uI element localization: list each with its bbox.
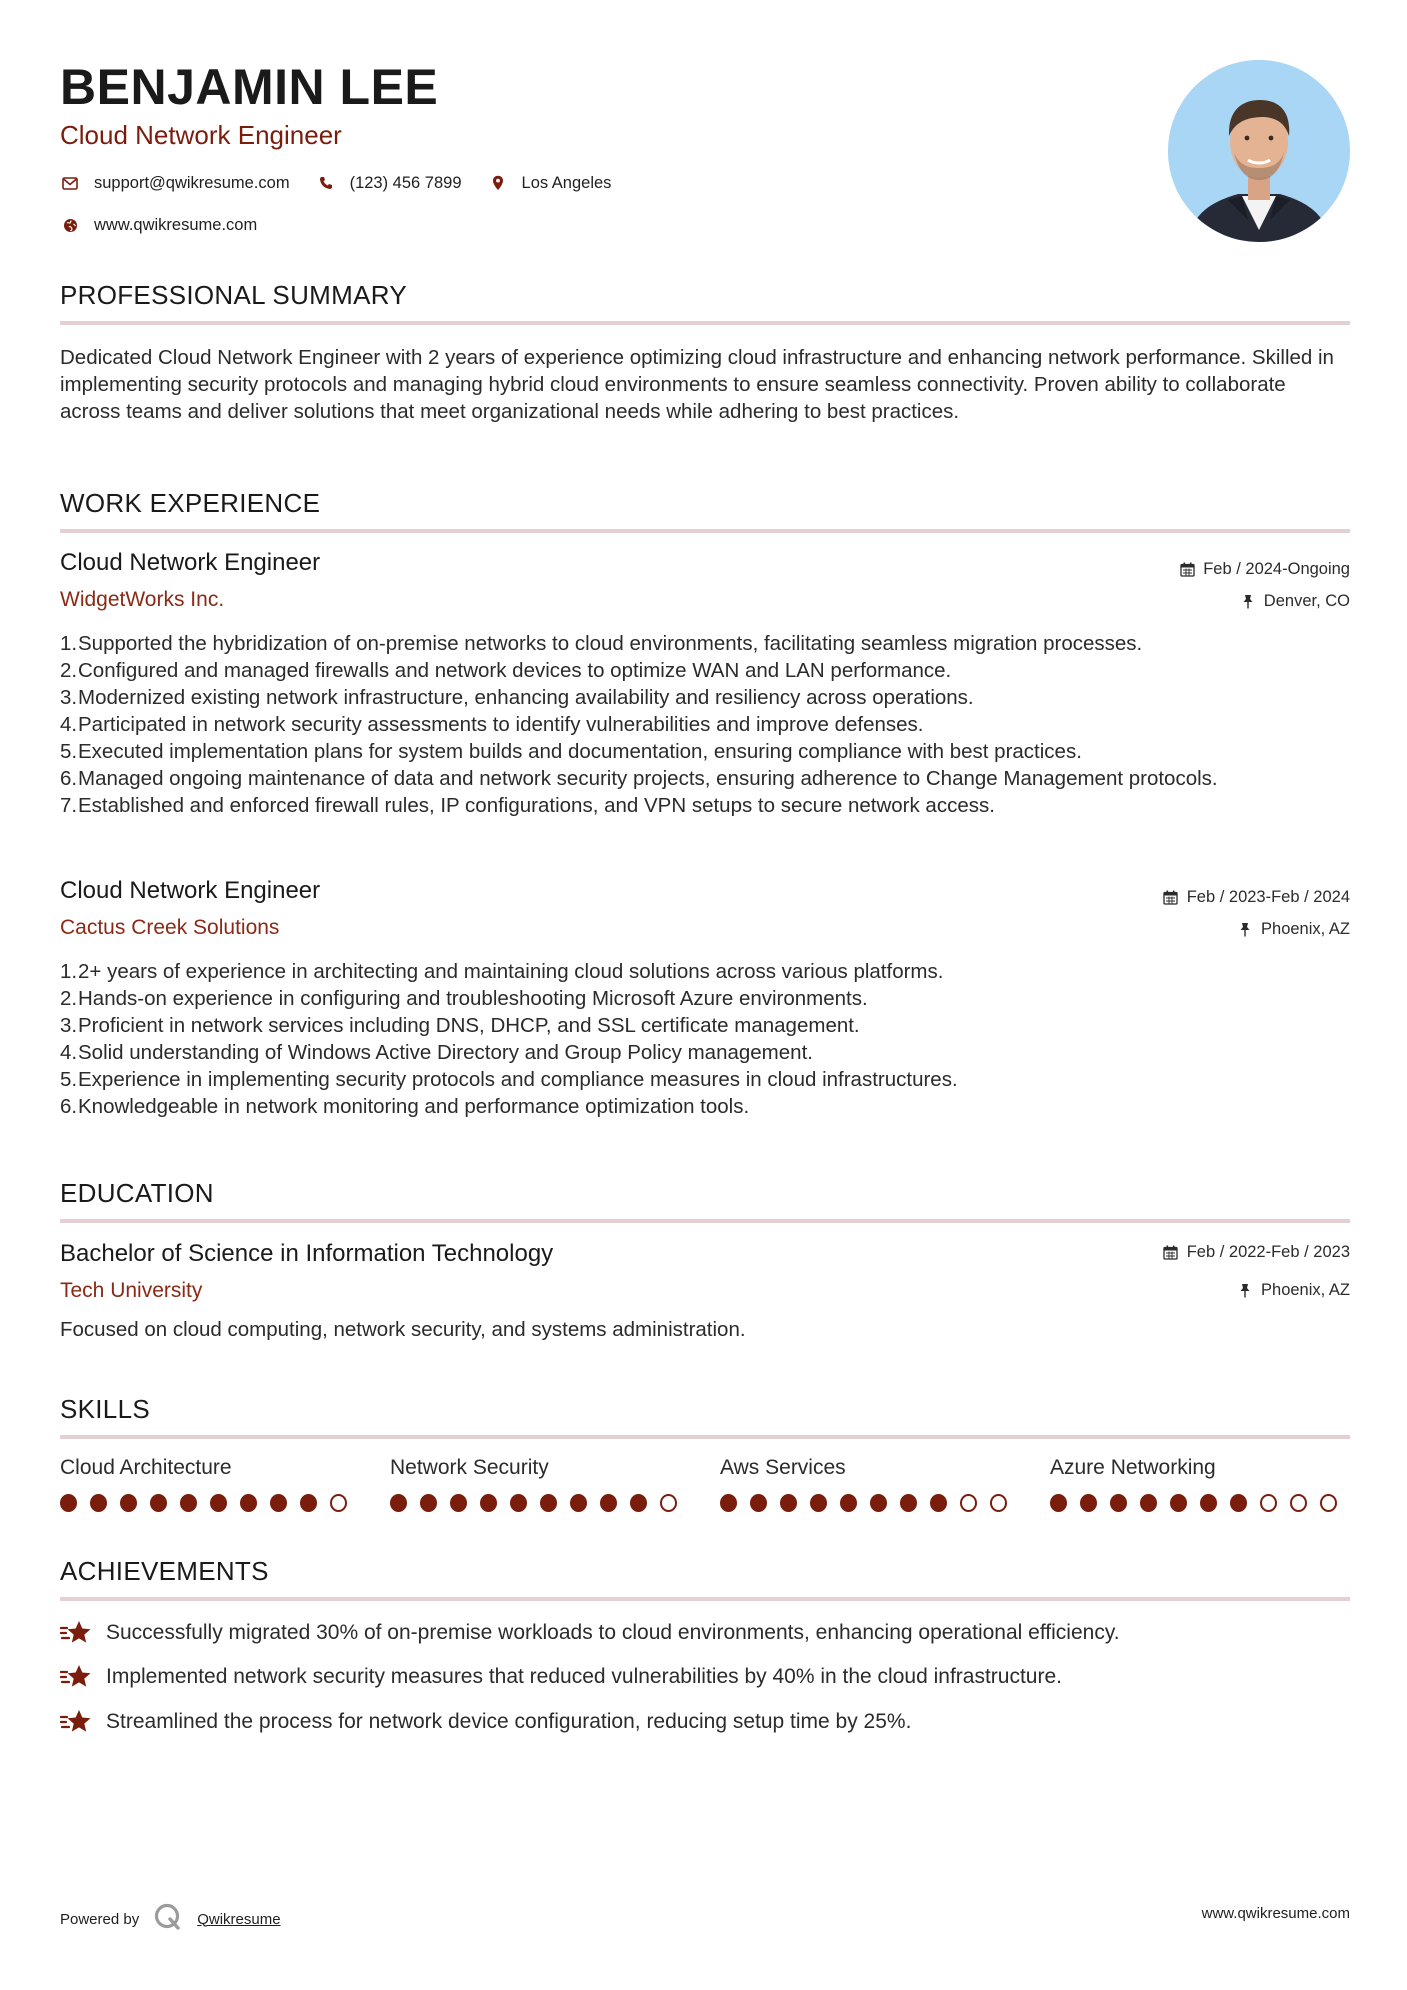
contact-phone[interactable] — [316, 173, 462, 193]
rating-dot-empty — [660, 1494, 677, 1512]
skill-item — [720, 1456, 1020, 1512]
candidate-role: Cloud Network Engineer — [60, 120, 342, 150]
rating-dot-filled — [150, 1494, 167, 1512]
rating-dot-filled — [750, 1494, 767, 1512]
list-item: 6. Knowledgeable in network monitoring and performance optimization tools. — [60, 1095, 750, 1118]
job-title: Cloud Network Engineer — [60, 877, 321, 904]
rating-dot-filled — [270, 1494, 287, 1512]
rating-dot-filled — [210, 1494, 227, 1512]
education-dates-text: Feb / 2022-Feb / 2023 — [1186, 1243, 1350, 1261]
rating-dot-filled — [60, 1494, 77, 1512]
skill-item — [1050, 1456, 1350, 1512]
section-divider — [60, 529, 1350, 533]
rating-dot-empty — [960, 1494, 977, 1512]
section-divider — [60, 1219, 1350, 1223]
rating-dot-empty — [330, 1494, 347, 1512]
job-dates — [1163, 888, 1350, 907]
rating-dot-filled — [870, 1494, 887, 1512]
rating-dot-filled — [840, 1494, 857, 1512]
list-item: 3. Modernized existing network infrastructure, enhancing availability and resiliency across operations. — [60, 686, 974, 709]
education-location — [1237, 1281, 1350, 1300]
summary-title: PROFESSIONAL SUMMARY — [60, 280, 407, 310]
rating-dot-filled — [720, 1494, 737, 1512]
summary-text: Dedicated Cloud Network Engineer with 2 years of experience optimizing cloud infrastructure and enhancing network performance. Skilled in implementing security protocols and managing hybrid cloud environments to ensure seamless connectivity. Proven ability to collaborate across teams and deliver solutions that meet organizational needs while adhering to best practices. — [60, 346, 1334, 423]
achievement-item — [60, 1663, 1062, 1691]
section-divider — [60, 321, 1350, 325]
rating-dot-empty — [1290, 1494, 1307, 1512]
skill-rating — [390, 1494, 690, 1512]
list-item: 4. Solid understanding of Windows Active Directory and Group Policy management. — [60, 1041, 813, 1064]
job-company: WidgetWorks Inc. — [60, 588, 225, 611]
education-location-text: Phoenix, AZ — [1261, 1281, 1350, 1299]
contact-location — [488, 173, 612, 193]
rating-dot-filled — [480, 1494, 497, 1512]
list-item: 7. Established and enforced firewall rules, IP configurations, and VPN setups to secure network access. — [60, 794, 995, 817]
website-text: www.qwikresume.com — [94, 215, 258, 234]
globe-icon — [60, 215, 80, 235]
rating-dot-filled — [780, 1494, 797, 1512]
rating-dot-filled — [630, 1494, 647, 1512]
rating-dot-filled — [420, 1494, 437, 1512]
job-responsibilities — [60, 958, 1350, 1120]
contact-row — [60, 173, 637, 193]
candidate-name: BENJAMIN LEE — [60, 59, 439, 115]
list-item: 6. Managed ongoing maintenance of data and network security projects, ensuring adherence to Change Management protocols. — [60, 767, 1218, 790]
list-item: 2. Hands-on experience in configuring and troubleshooting Microsoft Azure environments. — [60, 987, 868, 1010]
rating-dot-filled — [450, 1494, 467, 1512]
pushpin-icon — [1237, 1283, 1253, 1299]
list-item: 5. Executed implementation plans for system builds and documentation, ensuring compliance with best practices. — [60, 740, 1082, 763]
list-item: 1. Supported the hybridization of on-premise networks to cloud environments, facilitating seamless migration processes. — [60, 632, 1143, 655]
contact-row-website — [60, 215, 283, 235]
rating-dot-filled — [120, 1494, 137, 1512]
skills-title: SKILLS — [60, 1394, 150, 1424]
skill-rating — [720, 1494, 1020, 1512]
job-location — [1240, 592, 1350, 611]
education-description: Focused on cloud computing, network security, and systems administration. — [60, 1318, 746, 1341]
job-dates-text: Feb / 2024-Ongoing — [1203, 560, 1350, 578]
pushpin-icon — [1240, 594, 1256, 610]
rating-dot-filled — [540, 1494, 557, 1512]
map-pin-icon — [488, 173, 508, 193]
job-company: Cactus Creek Solutions — [60, 916, 280, 939]
rating-dot-empty — [990, 1494, 1007, 1512]
experience-title: WORK EXPERIENCE — [60, 488, 321, 518]
skill-rating — [1050, 1494, 1350, 1512]
rating-dot-filled — [90, 1494, 107, 1512]
degree-title: Bachelor of Science in Information Technology — [60, 1240, 554, 1267]
phone-icon — [316, 173, 336, 193]
rating-dot-filled — [1170, 1494, 1187, 1512]
rating-dot-empty — [1260, 1494, 1277, 1512]
list-item: 2. Configured and managed firewalls and network devices to optimize WAN and LAN performance. — [60, 659, 952, 682]
rating-dot-filled — [1230, 1494, 1247, 1512]
star-icon — [60, 1619, 92, 1647]
rating-dot-filled — [930, 1494, 947, 1512]
job-title: Cloud Network Engineer — [60, 549, 321, 576]
email-text: support@qwikresume.com — [94, 173, 290, 192]
calendar-icon — [1163, 1245, 1179, 1261]
job-location — [1237, 920, 1350, 939]
rating-dot-filled — [1200, 1494, 1217, 1512]
star-icon — [60, 1663, 92, 1691]
rating-dot-filled — [1080, 1494, 1097, 1512]
skill-name: Azure Networking — [1050, 1456, 1216, 1479]
rating-dot-filled — [1110, 1494, 1127, 1512]
skill-item — [60, 1456, 360, 1512]
contact-email[interactable] — [60, 173, 290, 193]
section-divider — [60, 1597, 1350, 1601]
footer-branding — [60, 1902, 281, 1936]
rating-dot-filled — [180, 1494, 197, 1512]
skill-rating — [60, 1494, 360, 1512]
job-dates-text: Feb / 2023-Feb / 2024 — [1186, 888, 1350, 906]
job-dates — [1179, 560, 1350, 579]
skill-name: Network Security — [390, 1456, 549, 1479]
skill-item — [390, 1456, 690, 1512]
pushpin-icon — [1237, 922, 1253, 938]
list-item: 4. Participated in network security assessments to identify vulnerabilities and improve defenses. — [60, 713, 924, 736]
location-text: Los Angeles — [521, 173, 612, 192]
achievement-item — [60, 1619, 1120, 1647]
profile-photo — [1168, 60, 1350, 242]
education-title: EDUCATION — [60, 1178, 214, 1208]
rating-dot-filled — [390, 1494, 407, 1512]
powered-by-label: Powered by — [60, 1910, 140, 1928]
contact-website[interactable] — [60, 215, 257, 235]
rating-dot-empty — [1320, 1494, 1337, 1512]
rating-dot-filled — [240, 1494, 257, 1512]
envelope-icon — [60, 173, 80, 193]
section-divider — [60, 1435, 1350, 1439]
calendar-icon — [1179, 562, 1195, 578]
footer-url[interactable]: www.qwikresume.com — [1201, 1905, 1350, 1922]
job-location-text: Denver, CO — [1263, 592, 1350, 610]
rating-dot-filled — [1140, 1494, 1157, 1512]
job-location-text: Phoenix, AZ — [1261, 920, 1350, 938]
school-name: Tech University — [60, 1279, 203, 1302]
rating-dot-filled — [570, 1494, 587, 1512]
skill-name: Aws Services — [720, 1456, 846, 1479]
rating-dot-filled — [1050, 1494, 1067, 1512]
qwikresume-logo-icon — [153, 1902, 183, 1936]
star-icon — [60, 1708, 92, 1736]
list-item: 1. 2+ years of experience in architecting and maintaining cloud solutions across various platforms. — [60, 960, 944, 983]
achievements-title: ACHIEVEMENTS — [60, 1556, 269, 1586]
list-item: 3. Proficient in network services including DNS, DHCP, and SSL certificate management. — [60, 1014, 860, 1037]
education-dates — [1163, 1243, 1350, 1262]
achievement-text: Streamlined the process for network device configuration, reducing setup time by 25%. — [106, 1710, 912, 1733]
achievement-text: Implemented network security measures that reduced vulnerabilities by 40% in the cloud infrastructure. — [106, 1665, 1062, 1688]
achievement-item — [60, 1708, 911, 1736]
rating-dot-filled — [900, 1494, 917, 1512]
job-responsibilities — [60, 630, 1350, 819]
rating-dot-filled — [600, 1494, 617, 1512]
qwikresume-link[interactable]: Qwikresume — [197, 1910, 281, 1928]
list-item: 5. Experience in implementing security protocols and compliance measures in cloud infrastructures. — [60, 1068, 958, 1091]
achievement-text: Successfully migrated 30% of on-premise workloads to cloud environments, enhancing operational efficiency. — [106, 1621, 1120, 1644]
rating-dot-filled — [510, 1494, 527, 1512]
phone-text: (123) 456 7899 — [349, 173, 462, 192]
rating-dot-filled — [300, 1494, 317, 1512]
calendar-icon — [1163, 890, 1179, 906]
rating-dot-filled — [810, 1494, 827, 1512]
skill-name: Cloud Architecture — [60, 1456, 232, 1479]
